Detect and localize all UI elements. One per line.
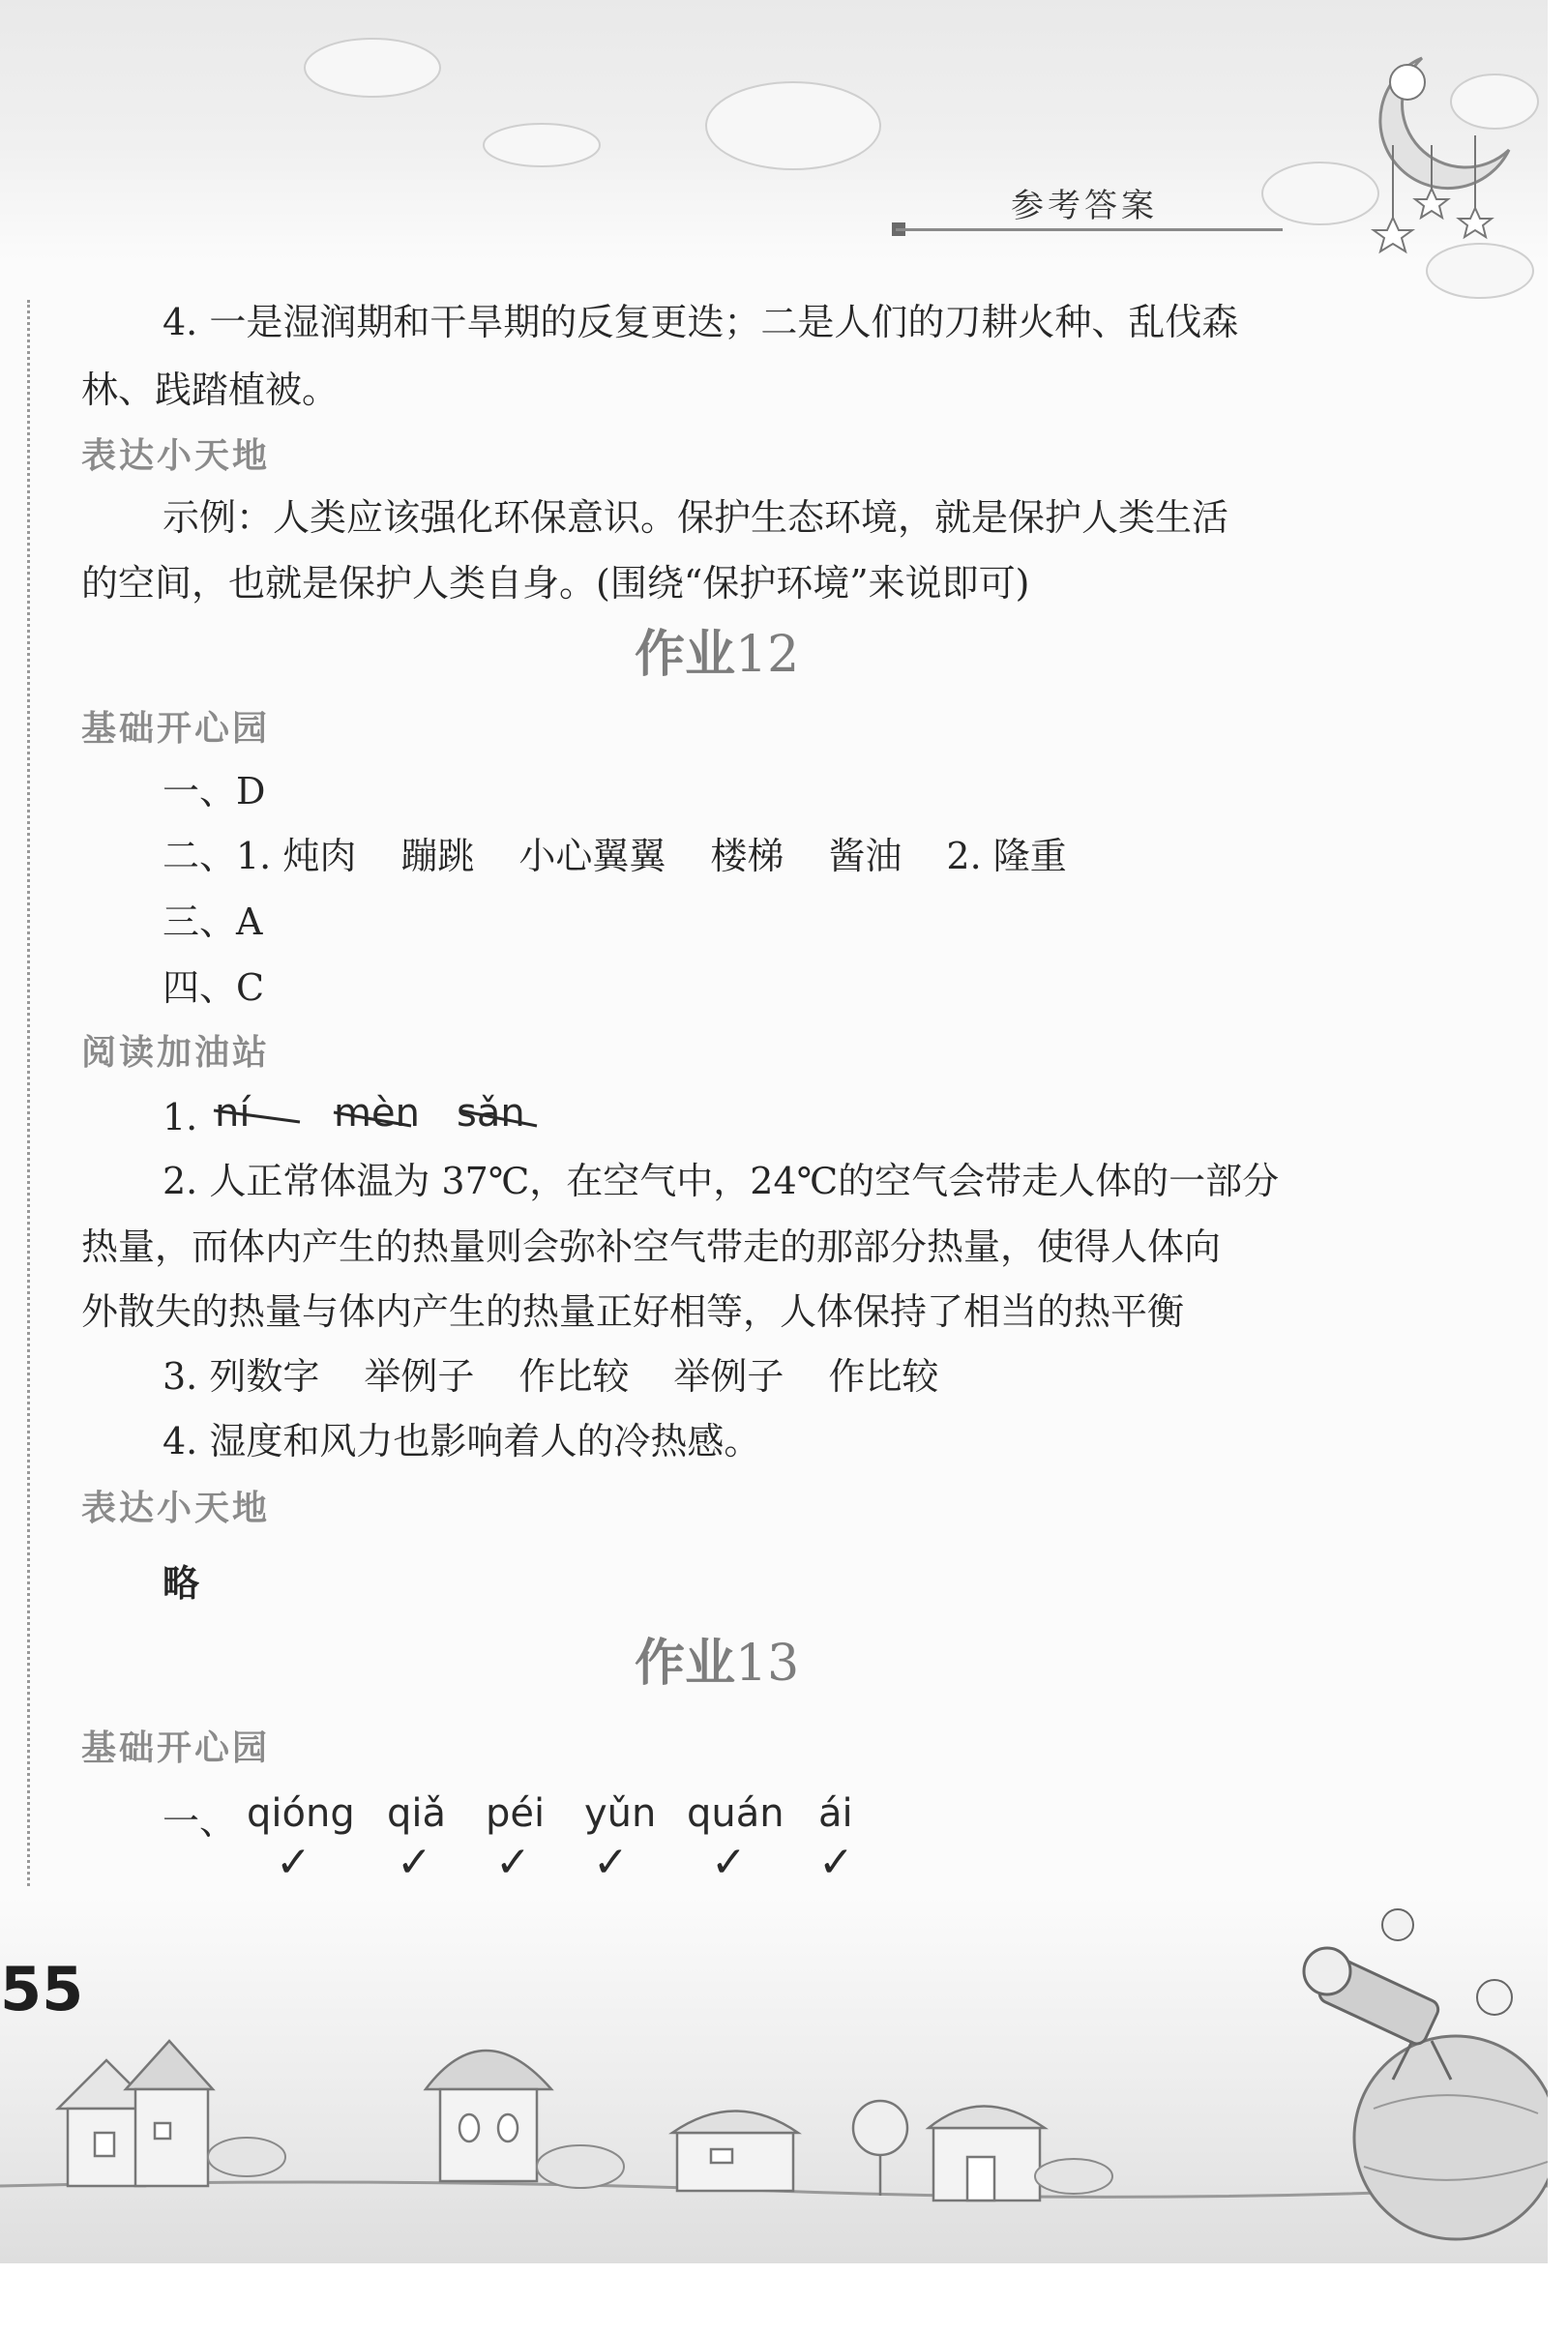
header-rule bbox=[896, 228, 1283, 231]
example-line-2: 的空间，也就是保护人类自身。(围绕“保护环境”来说即可) bbox=[81, 562, 1030, 605]
check-mark: ✓ bbox=[818, 1838, 854, 1887]
reading-1-pinyin: sǎn bbox=[457, 1091, 525, 1136]
footer-village-illustration bbox=[0, 1896, 1548, 2263]
homework-12-title bbox=[635, 624, 799, 686]
answer-2-item: 小心翼翼 bbox=[518, 835, 666, 877]
check-mark: ✓ bbox=[276, 1838, 311, 1887]
margin-dotted-line bbox=[27, 300, 30, 1886]
section-heading-yuedu: 阅读加油站 bbox=[81, 1033, 271, 1073]
reading-2-line-3: 外散失的热量与体内产生的热量正好相等，人体保持了相当的热平衡 bbox=[81, 1290, 1185, 1333]
homework-13-title bbox=[635, 1633, 799, 1695]
section-heading-biaoda: 表达小天地 bbox=[81, 436, 271, 476]
homework-label: 作业 bbox=[635, 1634, 736, 1693]
answer-3: 三、A bbox=[163, 901, 263, 943]
question-1-pinyin: quán bbox=[687, 1791, 784, 1836]
section-heading-jichu: 基础开心园 bbox=[81, 1728, 271, 1768]
answer-2-item: 楼梯 bbox=[710, 835, 784, 877]
page-number: 55 bbox=[0, 1954, 84, 2024]
answer-lue: 略 bbox=[163, 1561, 200, 1605]
question-1-pinyin: ái bbox=[818, 1791, 853, 1836]
answer-2-prefix: 二、1. 炖肉 bbox=[163, 835, 357, 877]
answer-4-line-2: 林、践踏植被。 bbox=[81, 369, 340, 411]
reading-2-line-2: 热量，而体内产生的热量则会弥补空气带走的那部分热量，使得人体向 bbox=[81, 1226, 1222, 1268]
reading-3-item: 作比较 bbox=[828, 1355, 939, 1398]
header-title: 参考答案 bbox=[1011, 187, 1158, 225]
section-heading-biaoda: 表达小天地 bbox=[81, 1489, 271, 1528]
question-1-pinyin: yǔn bbox=[584, 1791, 657, 1836]
answer-4-line-1: 4. 一是湿润期和干旱期的反复更迭；二是人们的刀耕火种、乱伐森 bbox=[163, 301, 1239, 343]
reading-2-line-1: 2. 人正常体温为 37℃，在空气中，24℃的空气会带走人体的一部分 bbox=[163, 1160, 1280, 1202]
answer-1: 一、D bbox=[163, 770, 266, 812]
reading-3-prefix: 3. 列数字 bbox=[163, 1355, 320, 1398]
answer-2-item: 蹦跳 bbox=[400, 835, 475, 877]
check-mark: ✓ bbox=[711, 1838, 747, 1887]
header-clouds-illustration bbox=[0, 0, 1548, 310]
reading-3-item: 举例子 bbox=[673, 1355, 784, 1398]
reading-1-pinyin: mèn bbox=[334, 1091, 420, 1136]
question-1-pinyin: qióng bbox=[247, 1791, 355, 1836]
check-mark: ✓ bbox=[397, 1838, 432, 1887]
homework-number: 12 bbox=[735, 626, 800, 684]
question-1-pinyin: qiǎ bbox=[387, 1791, 447, 1836]
strike-marks bbox=[208, 1103, 547, 1141]
answer-2 bbox=[163, 832, 1067, 880]
homework-number: 13 bbox=[735, 1635, 800, 1693]
check-mark: ✓ bbox=[495, 1838, 531, 1887]
reading-3 bbox=[163, 1352, 938, 1401]
check-mark: ✓ bbox=[593, 1838, 629, 1887]
reading-1-pinyin: ní bbox=[215, 1091, 251, 1136]
reading-1-prefix: 1. bbox=[163, 1096, 198, 1138]
answer-4: 四、C bbox=[163, 966, 265, 1009]
question-1-prefix: 一、 bbox=[163, 1800, 237, 1843]
answer-2-item: 2. 隆重 bbox=[946, 835, 1067, 877]
section-heading-jichu: 基础开心园 bbox=[81, 709, 271, 749]
homework-label: 作业 bbox=[635, 625, 736, 684]
example-line-1: 示例：人类应该强化环保意识。保护生态环境，就是保护人类生活 bbox=[163, 496, 1229, 539]
question-1-pinyin: péi bbox=[486, 1791, 546, 1836]
answer-2-item: 酱油 bbox=[828, 835, 902, 877]
reading-3-item: 举例子 bbox=[364, 1355, 475, 1398]
reading-3-item: 作比较 bbox=[518, 1355, 630, 1398]
reading-4: 4. 湿度和风力也影响着人的冷热感。 bbox=[163, 1420, 761, 1462]
